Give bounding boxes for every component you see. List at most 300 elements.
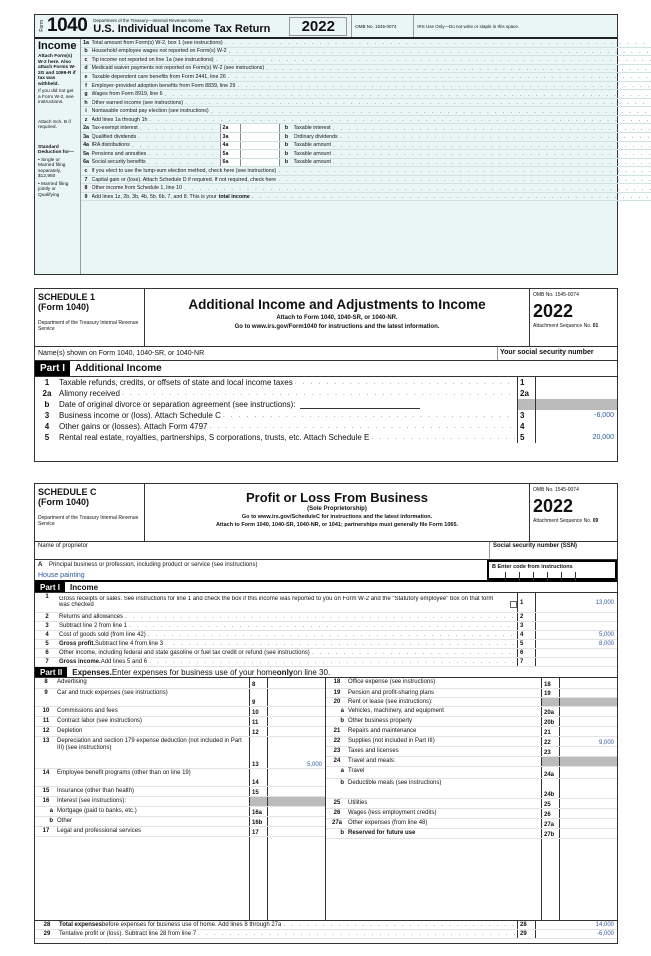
line-box-label: 5 [517,432,535,443]
line-box-label: 9 [249,689,267,706]
line-number: a [340,708,344,714]
line-amount-field[interactable] [267,717,325,726]
line-box-label: 2a [220,124,240,132]
line-a-row [35,560,617,582]
line-amount-field[interactable]: 5,000 [535,631,617,639]
line-description: Employee benefit programs (other than on line 19) [57,770,191,776]
line-number: 23 [333,748,341,754]
line-description: Wages (less employment credits) [348,810,437,816]
line-number: 15 [42,788,50,794]
schedule-c-omb: OMB No. 1545-0074 [533,487,579,493]
line-text: Capital gain or (loss). Attach Schedule D if required. If not required, check here [91,176,277,183]
line-amount-field[interactable] [240,159,280,167]
expenses-right-column [326,678,617,920]
schedule-1-ssn-field[interactable]: Your social security number [497,347,617,360]
line-description: Contract labor (see instructions) [57,718,143,724]
line-description [59,411,517,420]
schedule-1-id [35,289,145,346]
schedule-c-header [35,484,617,542]
schedule-1-sub2: Go to www.irs.gov/Form1040 for instructions and the latest information. [234,324,440,330]
schedule-1-title-block [145,289,529,346]
line-amount-field[interactable] [267,707,325,716]
line-description [294,150,651,157]
line-left-half [92,159,280,167]
form-label: Form [39,20,45,32]
line-number: a [49,808,53,814]
schedule-1-name-row [35,347,617,361]
schedule-c-income-line [35,631,617,640]
form-1040-header [35,15,617,39]
line-amount-field[interactable] [240,124,280,132]
expense-line [326,678,617,689]
line-box-label: 21 [541,727,559,736]
line-sub-letter: b [284,159,289,166]
leader-dots [210,423,515,430]
line-a-desc: Principal business or profession, including product or service (see instructions) [49,562,258,568]
line-description [59,930,517,938]
line-amount-field[interactable] [240,142,280,150]
line-amount-field[interactable]: -6,000 [535,930,617,938]
line-amount-field[interactable] [535,649,617,657]
leader-dots [252,193,651,200]
schedule-c-id [35,484,145,541]
line-number: 7 [45,659,49,665]
line-description [92,159,220,166]
schedule-1-year: 2022 [533,301,574,321]
leader-dots [223,412,515,419]
schedule-c-sub0: (Sole Proprietorship) [307,506,367,512]
line-number: 27a [331,820,342,826]
principal-business-field[interactable] [35,560,487,580]
line-amount-field[interactable] [535,388,617,399]
line-number: 13 [42,738,50,744]
line-description [59,631,517,639]
line-box-label [541,757,559,766]
line-box-label: 27a [541,819,559,828]
schedule-1-line [35,399,617,410]
line-amount-field[interactable] [535,622,617,630]
leader-dots [225,39,651,46]
line-a-label-line [38,562,484,568]
line-number: 5 [45,641,49,647]
form-1040-line [81,73,651,82]
line-number: b [84,48,88,55]
expense-line [326,747,617,757]
line-text: Add lines 1z, 2b, 3b, 4b, 5b, 6b, 7, and 8. This is your [91,193,217,200]
line-number: 2 [45,614,49,620]
part-2-only: only [276,667,294,677]
line-text: Pensions and annuities [91,150,147,157]
form-1040-line [81,107,651,116]
line-box-label: 25 [541,799,559,808]
line-description [92,108,651,115]
line-amount-field[interactable] [240,150,280,158]
line-description [92,56,651,63]
schedule-c [34,483,618,944]
line-box-label: 24b [541,779,559,798]
schedule-1-line [35,410,617,421]
line-number: f [85,82,87,89]
line-text: Other income, including federal and state gasoline or fuel tax credit or refund (see instructions) [59,650,310,656]
line-description [92,116,651,123]
leader-dots [278,167,651,174]
line-number: 16 [42,798,50,804]
leader-dots [295,379,515,386]
leader-dots [340,133,651,140]
line-number: b [340,718,344,724]
leader-dots [148,631,515,638]
line-description: Car and truck expenses (see instructions) [57,690,168,696]
schedule-1-names-field[interactable]: Name(s) shown on Form 1040, 1040-SR, or 1040-NR [38,350,205,357]
line-amount-field[interactable] [559,779,617,798]
line-description [59,622,517,630]
expense-line [326,819,617,829]
schedule-c-income-line [35,649,617,658]
line-text: Taxable dependent care benefits from Form 2441, line 26 [91,73,226,80]
line-amount-field[interactable]: -6,000 [535,410,617,421]
form-1040-sidebar [35,39,81,274]
line-text: Medicaid waiver payments not reported on Form(s) W-2 (see instructions) [91,65,265,72]
column-filler [326,839,617,920]
line-number: b [340,780,344,786]
line-number: 2a [83,125,89,132]
sidebar-note: Standard Deduction for— [38,144,74,156]
line-sub-letter: b [284,125,289,132]
line-text: Rental real estate, royalties, partnerships, S corporations, trusts, etc. Attach Schedule E [59,433,370,442]
line-box-label: 1 [517,377,535,388]
line-left-half [92,133,280,141]
line-amount-field[interactable] [267,769,325,786]
income-section-label: Income [38,40,77,52]
line-box-label: 5 [517,640,535,648]
line-number: 4 [44,422,50,431]
line-amount-field[interactable]: 14,000 [535,921,617,929]
line-sub-letter: b [284,133,289,140]
line-number: b [44,400,50,409]
business-code-label: B Enter code from instructions [492,564,573,570]
leader-dots [216,56,651,63]
form-1040-line [81,116,651,125]
leader-dots [140,125,218,132]
line-box-label: 20b [541,717,559,726]
line-number: 8 [44,679,48,685]
form-1040-line [81,167,651,176]
line-text-rest: Subtract line 4 from line 3 [95,641,164,647]
form-1040-line [81,142,651,151]
line-text: If you elect to use the lump-sum election method, check here (see instructions) [91,167,277,174]
line-amount-field[interactable] [559,689,617,697]
schedule-1-line [35,421,617,432]
leader-dots [211,108,651,115]
line-box-label: 26 [541,809,559,818]
line-number: e [84,73,88,80]
line-box-label [249,797,267,806]
schedule-1-omb-block [529,289,617,346]
line-description [59,658,517,666]
expense-line [35,707,325,717]
schedule-1-dept: Department of the Treasury Internal Revenue Service [38,320,139,332]
line-amount-field[interactable]: 8,000 [535,640,617,648]
line-amount-field[interactable] [559,767,617,778]
line-number: 20 [333,699,341,705]
line-description: Interest (see instructions): [57,798,127,804]
line-description [92,133,220,140]
leader-dots [228,73,651,80]
line-description [92,91,651,98]
line-number: 18 [333,679,341,685]
line-description [59,389,517,398]
line-amount-field[interactable]: 5,000 [267,737,325,768]
form-1040-lines [81,39,651,274]
ssn-field[interactable]: Social security number (SSN) [489,542,617,559]
part-2-label: Part II [35,667,67,677]
line-text: IRA distributions [91,142,130,149]
line-text: Gross profit. [59,641,96,647]
schedule-c-title: Profit or Loss From Business [245,490,429,505]
form-1040-line [81,48,651,57]
schedule-1-omb: OMB No. 1545-0074 [533,292,579,298]
line-description [59,649,517,657]
line-text: Cost of goods sold (from line 42) [59,632,146,638]
line-amount-field[interactable] [559,717,617,726]
line-text: Other income from Schedule 1, line 10 [91,185,182,192]
expense-line [35,827,325,837]
line-description [92,48,651,55]
line-box-label: 19 [541,689,559,697]
expense-line [35,807,325,817]
form-1040-omb: OMB No. 1545-0074 [351,15,409,37]
line-amount-field [267,797,325,806]
line-description: Travel and meals: [348,758,396,764]
expense-line [35,769,325,787]
form-1040-line [81,56,651,65]
schedule-c-form: (Form 1040) [38,497,90,507]
leader-dots [333,159,651,166]
line-description [59,378,517,387]
proprietor-name-field[interactable]: Name of proprietor [38,543,89,549]
line-box-label: 22 [541,737,559,746]
line-amount-field[interactable] [240,133,280,141]
line-text: Ordinary dividends [293,133,338,140]
line-text: Returns and allowances [59,614,124,620]
expense-line [326,779,617,799]
line-box-label [541,698,559,706]
form-1040-line [81,82,651,91]
line-number: 1 [44,378,50,387]
line-description [92,142,220,149]
line-amount-field[interactable] [559,819,617,828]
schedule-1-part-label: Part I [35,361,70,376]
line-amount-field[interactable] [535,377,617,388]
schedule-1-part-title: Additional Income [75,363,162,374]
line-number: 21 [333,728,341,734]
line-text: Subtract line 2 from line 1 [59,623,128,629]
schedule-c-income-line [35,622,617,631]
line-amount-field[interactable] [559,809,617,818]
line-box-label: 16b [249,817,267,826]
line-amount-field[interactable] [559,747,617,756]
expense-line [326,829,617,839]
line-description [92,150,220,157]
line-amount-field [559,698,617,706]
line-number: 4 [45,632,49,638]
form-1040-line [81,193,651,202]
expenses-grid [35,678,617,921]
schedule-c-part-2 [35,667,617,678]
line-amount-field[interactable] [267,787,325,796]
line-description [294,125,651,132]
sidebar-note: Attach Sch. B if required. [38,119,71,131]
line-description: Vehicles, machinery, and equipment [348,708,444,714]
line-number: 6 [45,650,49,656]
schedule-c-income-line [35,613,617,622]
line-box-label: 3 [517,622,535,630]
line-description [294,142,651,149]
line-box-label: 3a [220,133,240,141]
line-box-label: 4 [517,631,535,639]
line-amount-field[interactable] [267,689,325,706]
schedule-c-income-line [35,593,617,613]
statutory-employee-checkbox[interactable] [510,601,517,608]
schedule-c-total-lines [35,921,617,939]
line-box-label: 6 [517,649,535,657]
line-number: d [84,65,88,72]
leader-dots [185,99,651,106]
line-box-label: 3 [517,410,535,421]
line-description: Pension and profit-sharing plans [348,690,435,696]
line-box-label: 24a [541,767,559,778]
form-1040-line [81,150,651,159]
line-description: Deductible meals (see instructions) [348,780,442,786]
business-code-field[interactable] [487,560,617,580]
line-text: Business income or (loss). Attach Schedule C [59,411,221,420]
line-description [59,400,517,409]
principal-business-value: House painting [38,572,85,579]
line-amount-field[interactable] [535,658,617,666]
expense-line [326,698,617,707]
line-box-label: 7 [517,658,535,666]
line-number: 2a [42,389,52,398]
line-description [92,185,651,192]
sidebar-note: Attach Form(s) W-2 here. Also attach Forms W-2G and 1099-R if tax was withheld. [38,54,76,87]
line-text: Gross receipts or sales. See instructions for line 1 and check the box if this income was reported to you on Form W-2 and the "Statutory employee" box on that form was checked [59,596,494,608]
schedule-1-line [35,377,617,388]
schedule-1-title: Additional Income and Adjustments to Income [188,297,486,312]
line-amount-field[interactable] [559,829,617,838]
line-amount-field[interactable] [267,678,325,688]
line-amount-field [535,399,617,410]
sidebar-note: • Single or Married filing separately, $12,950 [38,157,66,180]
form-1040-line [81,99,651,108]
schedule-1-header [35,289,617,347]
line-description [92,167,651,174]
schedule-1-line [35,432,617,443]
line-text: Total expenses [59,922,102,928]
schedule-c-name: SCHEDULE C [38,487,97,497]
line-number: 29 [43,931,51,937]
line-number: 9 [84,193,88,200]
line-number: b [49,818,53,824]
line-number: i [85,108,87,115]
schedule-c-seq: 09 [592,518,599,524]
line-amount-field[interactable] [267,727,325,736]
leader-dots [371,434,515,441]
leader-dots [148,159,218,166]
line-description: Commissions and fees [57,708,118,714]
line-amount-field[interactable] [267,817,325,826]
line-amount-field[interactable]: 20,000 [535,432,617,443]
schedule-1 [34,288,618,462]
line-number: 8 [84,185,88,192]
line-amount-field[interactable] [535,613,617,621]
line-description [92,65,651,72]
form-1040-year: 2022 [289,17,347,36]
line-description [92,99,651,106]
line-number: a [340,768,344,774]
line-text: Nontaxable combat pay election (see instructions) [91,108,209,115]
line-description: Legal and professional services [57,828,142,834]
line-description [59,596,517,609]
line-amount-field[interactable] [559,799,617,808]
leader-dots [184,185,651,192]
sidebar-note: • Married filing jointly or Qualifying [38,181,69,198]
line-amount-field[interactable] [559,678,617,688]
schedule-c-name-row [35,542,617,560]
form-1040-line [81,159,651,168]
line-left-half [92,142,280,150]
schedule-1-seq-line [533,323,614,329]
form-1040-line [81,176,651,185]
line-amount-field[interactable]: 9,000 [559,737,617,746]
line-box-label: 1 [517,593,535,612]
expense-line [35,787,325,797]
line-description [294,159,651,166]
schedule-1-form: (Form 1040) [38,302,90,312]
line-amount-field[interactable] [267,827,325,836]
schedule-c-total-line [35,930,617,939]
expense-line [35,717,325,727]
line-number: 17 [42,828,50,834]
line-amount-field[interactable] [559,707,617,716]
line-text: Taxable interest [293,125,331,132]
line-amount-field[interactable] [267,807,325,816]
expense-line [35,817,325,827]
date-input[interactable] [300,401,420,409]
line-description: Office expense (see instructions) [348,679,436,685]
schedule-c-total-line [35,921,617,930]
schedule-c-income-line [35,640,617,649]
line-number: 14 [42,770,50,776]
part-2-end: on line 30. [293,667,331,677]
expense-line [35,689,325,707]
line-number: 24 [333,758,341,764]
line-text: Alimony received [59,389,120,398]
line-number: h [84,99,88,106]
line-description: Repairs and maintenance [348,728,417,734]
leader-dots [198,930,515,937]
expense-line [326,717,617,727]
line-box-label: 15 [249,787,267,796]
form-1040-line [81,124,651,133]
line-amount-field[interactable]: 13,000 [535,593,617,612]
line-text: Tentative profit or (loss). Subtract line 28 from line 7 [59,931,197,937]
leader-dots [238,82,651,89]
schedule-c-title-block [145,484,529,541]
line-amount-field[interactable] [559,727,617,736]
line-description [92,176,651,183]
line-box-label: 12 [249,727,267,736]
line-amount-field[interactable] [535,421,617,432]
